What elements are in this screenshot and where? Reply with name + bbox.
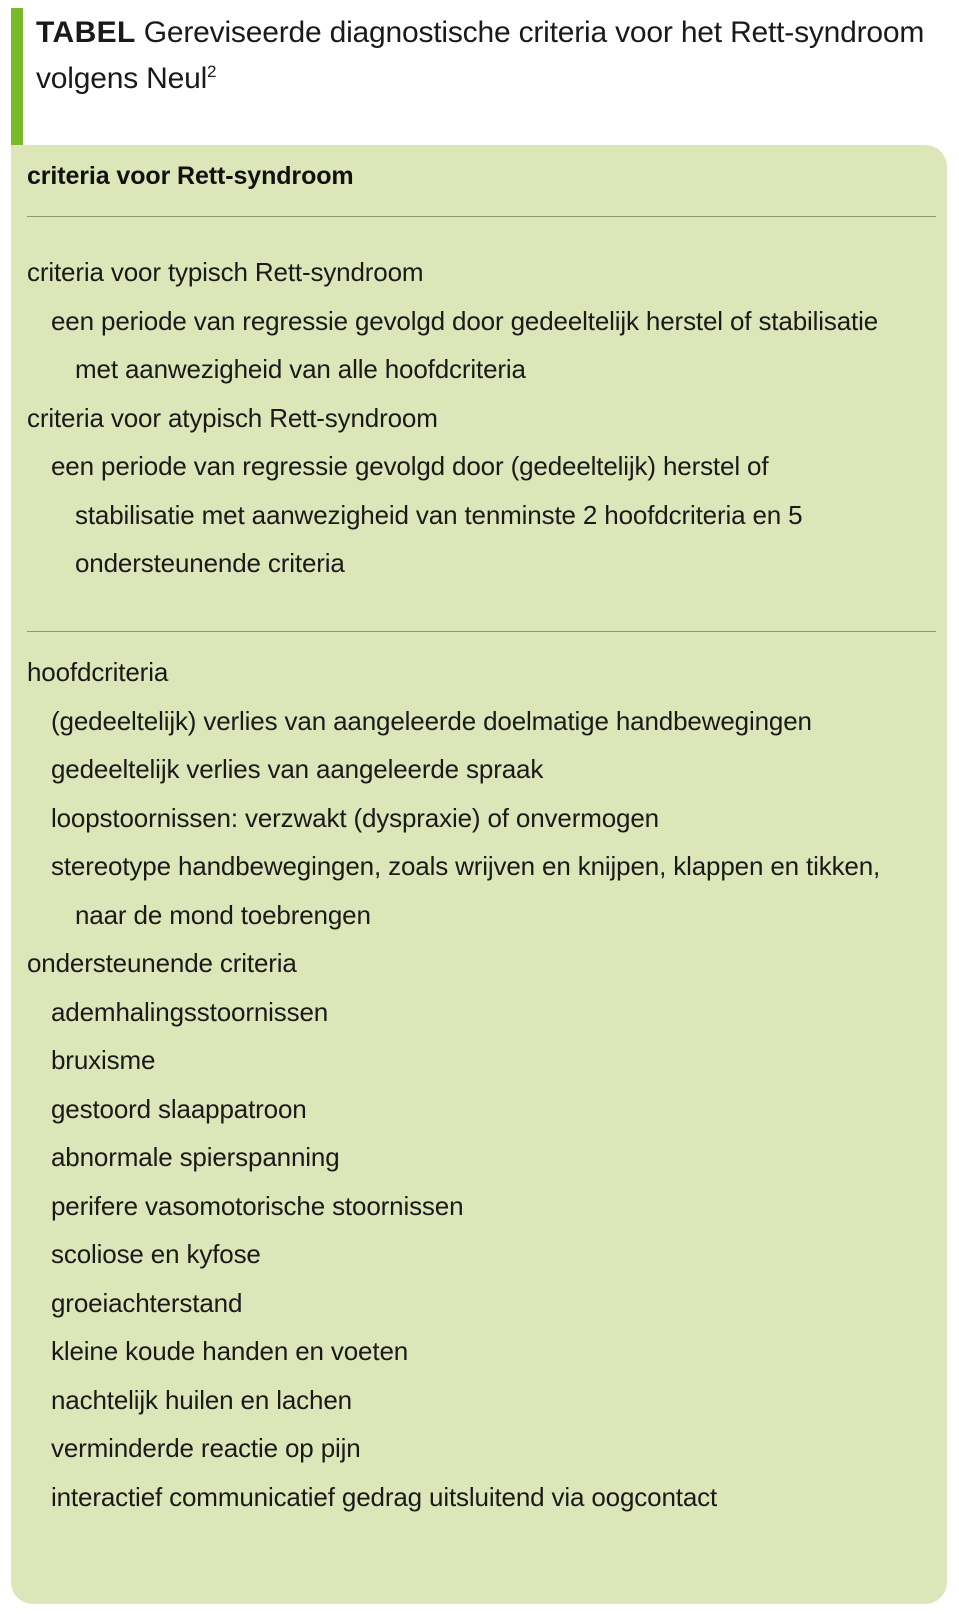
detail-line: ondersteunende criteria: [27, 948, 297, 978]
detail-line: stereotype handbewegingen, zoals wrijven en knijpen, klappen en tikken,: [51, 851, 881, 881]
detail-line: interactief communicatief gedrag uitsluitend via oogcontact: [51, 1481, 718, 1512]
detail-line: gedeeltelijk verlies van aangeleerde spraak: [51, 754, 544, 784]
criteria-line: criteria voor typisch Rett-syndroom: [27, 257, 424, 287]
divider-top: [27, 216, 936, 217]
detail-line: (gedeeltelijk) verlies van aangeleerde doelmatige handbewegingen: [51, 705, 812, 736]
table-header: [0, 0, 959, 145]
criteria-line: een periode van regressie gevolgd door gedeeltelijk herstel of stabilisatie: [51, 305, 879, 336]
detail-line: verminderde reactie op pijn: [51, 1433, 361, 1463]
table-label: TABEL: [36, 16, 136, 49]
detail-line: loopstoornissen: verzwakt (dyspraxie) of onvermogen: [51, 802, 659, 833]
criteria-line: criteria voor atypisch Rett-syndroom: [27, 402, 438, 433]
detail-line: naar de mond toebrengen: [75, 899, 371, 930]
table-caption: [36, 10, 926, 102]
detail-line: bruxisme: [51, 1045, 156, 1075]
detail-line: scoliose en kyfose: [51, 1239, 261, 1269]
criteria-line: een periode van regressie gevolgd door (gedeeltelijk) herstel of: [51, 451, 769, 481]
criteria-line: met aanwezigheid van alle hoofdcriteria: [75, 354, 526, 384]
detail-block: [27, 648, 937, 1521]
detail-line: nachtelijk huilen en lachen: [51, 1384, 352, 1415]
detail-line: perifere vasomotorische stoornissen: [51, 1190, 464, 1221]
detail-line: gestoord slaappatroon: [51, 1093, 307, 1124]
divider-middle: [27, 631, 936, 632]
detail-line: hoofdcriteria: [27, 657, 169, 687]
criteria-line: stabilisatie met aanwezigheid van tenminste 2 hoofdcriteria en 5: [75, 499, 803, 530]
detail-line: ademhalingsstoornissen: [51, 996, 329, 1027]
reference-superscript: 2: [207, 62, 217, 81]
accent-bar: [11, 8, 23, 145]
table-title: Gereviseerde diagnostische criteria voor het Rett-syndroom volgens Neul: [36, 16, 925, 95]
section-title: criteria voor Rett-syndroom: [27, 162, 354, 190]
criteria-line: ondersteunende criteria: [75, 548, 345, 578]
detail-line: abnormale spierspanning: [51, 1142, 340, 1172]
criteria-block: [27, 248, 937, 588]
detail-line: kleine koude handen en voeten: [51, 1336, 409, 1366]
detail-line: groeiachterstand: [51, 1287, 243, 1318]
criteria-panel: [11, 145, 947, 1604]
